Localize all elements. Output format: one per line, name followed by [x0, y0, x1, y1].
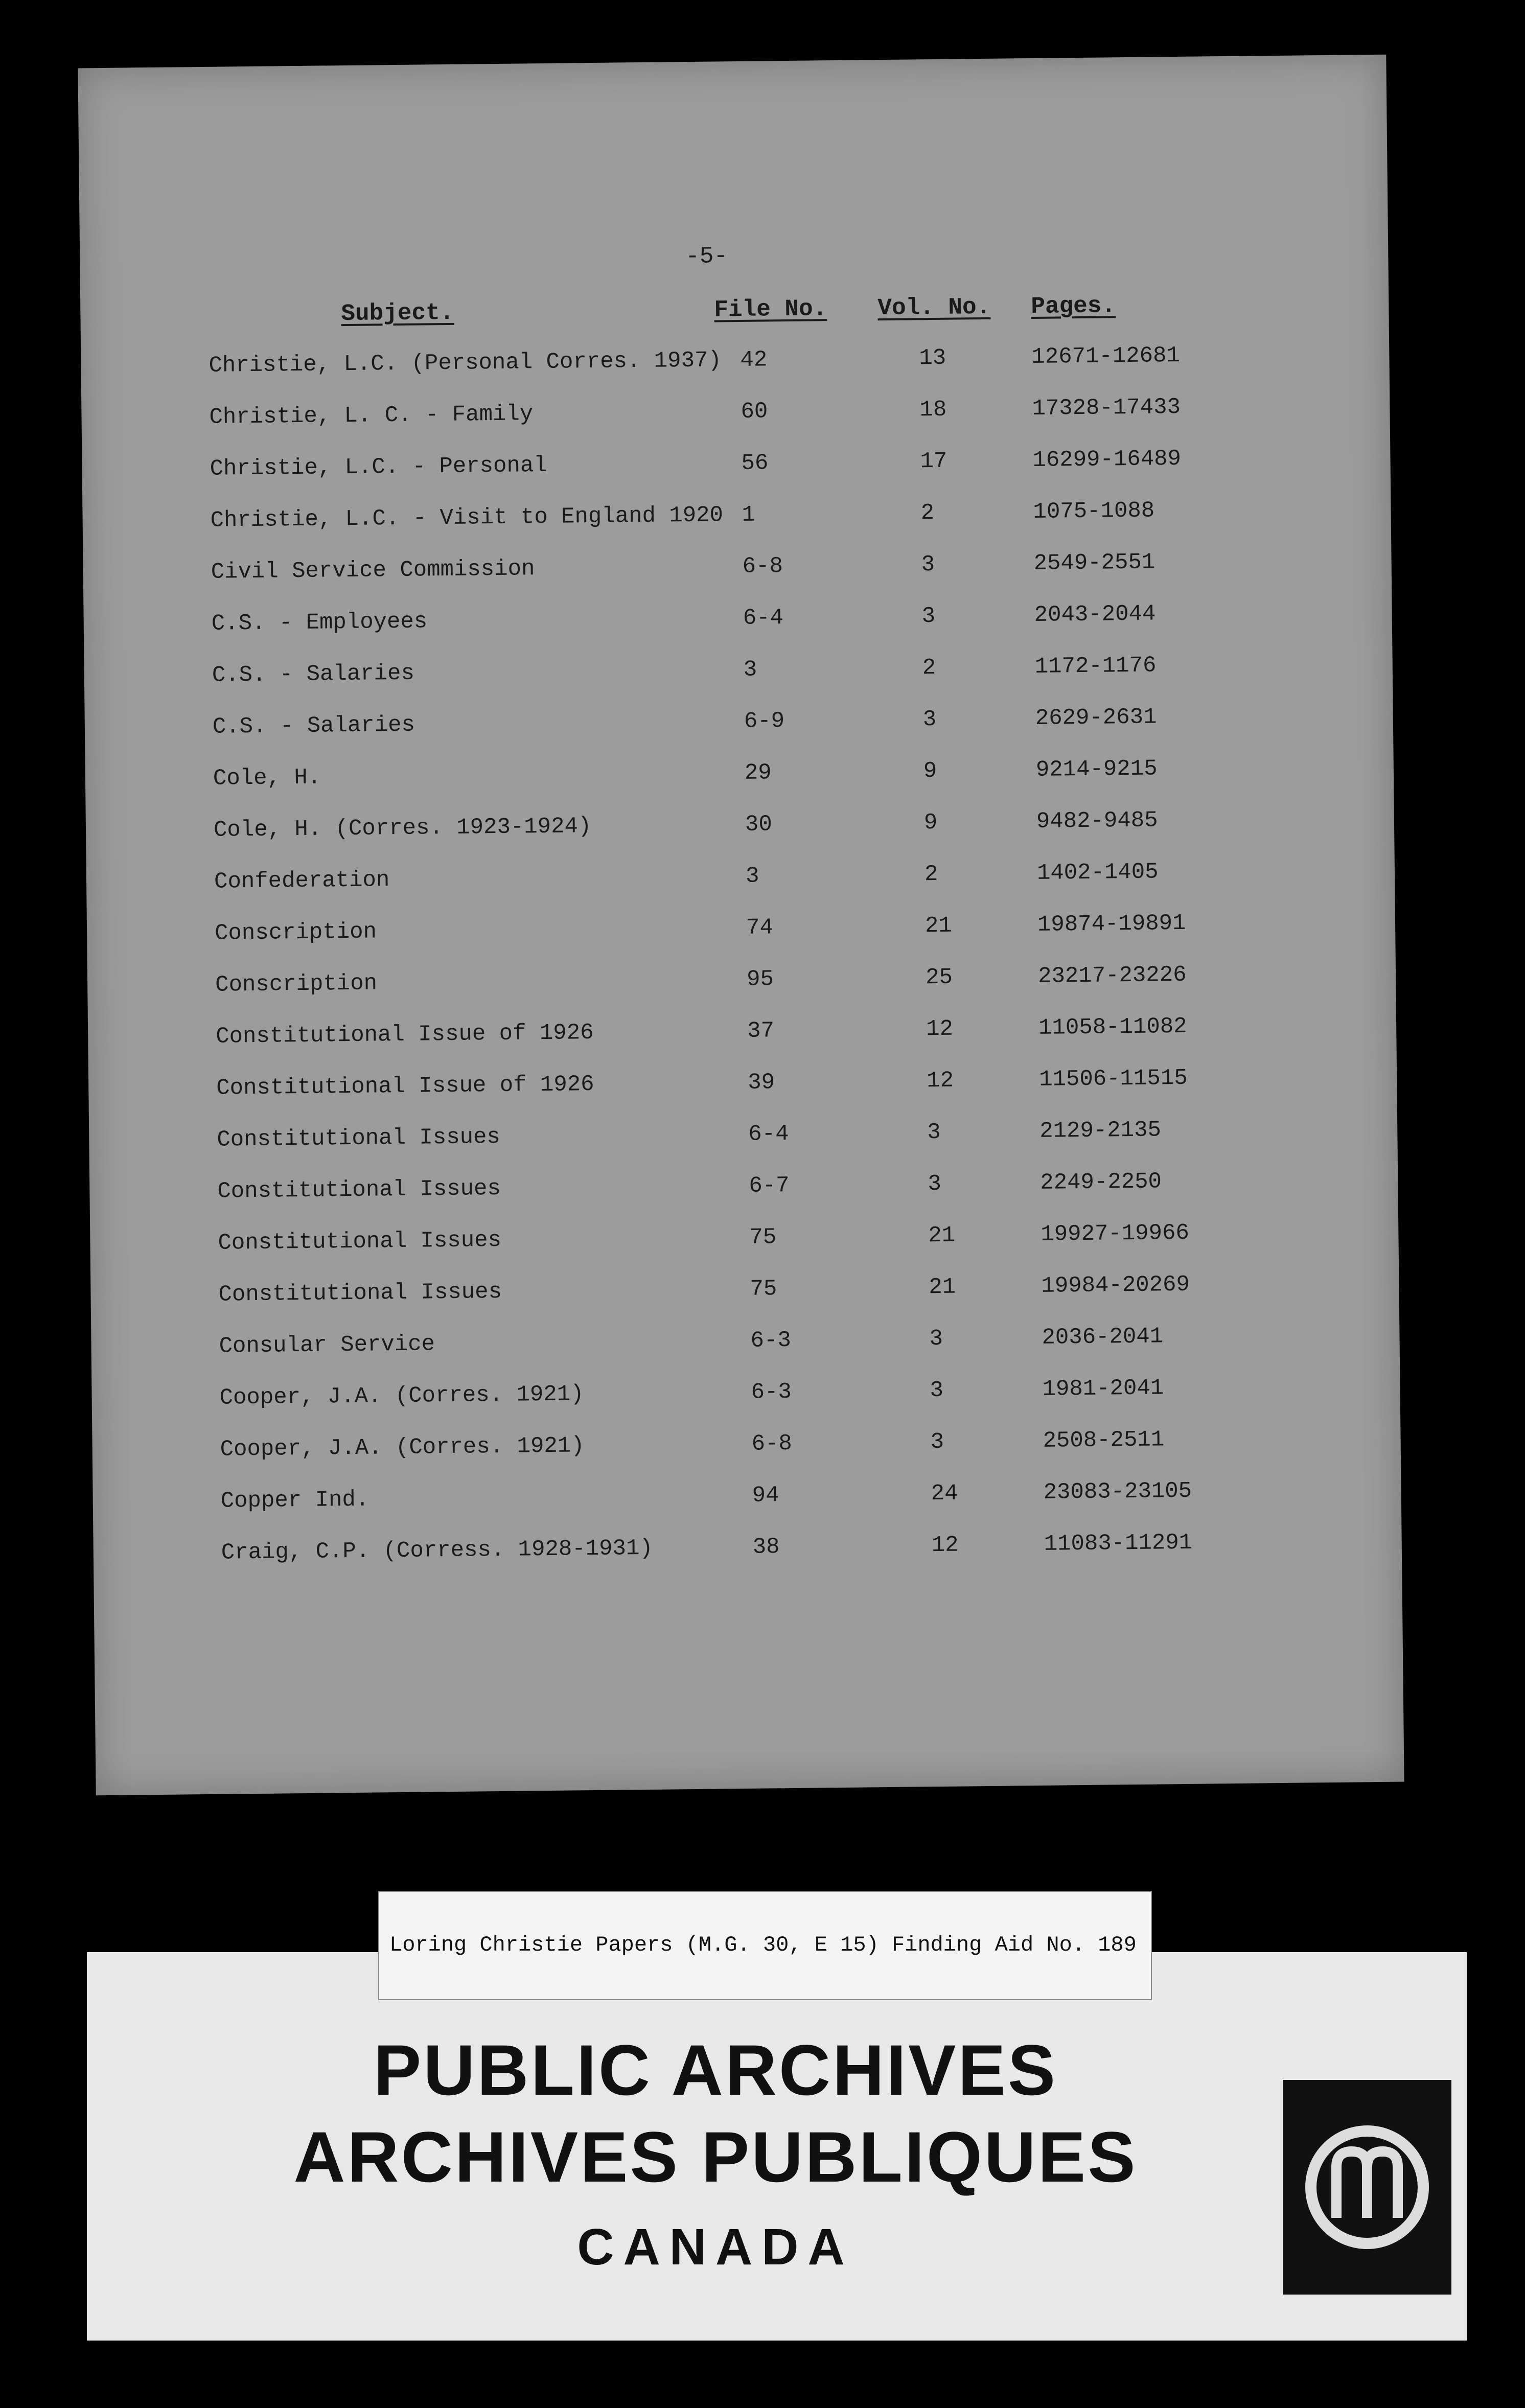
- pages-cell: 23217-23226: [1037, 962, 1187, 989]
- file-no-cell: 6-4: [748, 1121, 789, 1147]
- subject-cell: Copper Ind.: [220, 1487, 369, 1514]
- archives-monogram-icon: [1283, 2080, 1451, 2295]
- subject-cell: Constitutional Issues: [218, 1279, 502, 1308]
- vol-no-cell: 25: [925, 964, 953, 991]
- file-no-cell: 75: [750, 1276, 777, 1302]
- pages-cell: 2549-2551: [1033, 549, 1156, 576]
- index-table: [81, 341, 1402, 1593]
- file-no-cell: 6-4: [743, 605, 784, 631]
- vol-no-cell: 18: [919, 397, 947, 423]
- subject-cell: Consular Service: [219, 1331, 435, 1359]
- vol-no-cell: 2: [922, 655, 936, 681]
- subject-cell: Conscription: [215, 970, 378, 998]
- stamp-line-canada: CANADA: [577, 2218, 854, 2276]
- file-no-cell: 29: [744, 760, 772, 786]
- subject-cell: Craig, C.P. (Corress. 1928-1931): [221, 1535, 653, 1566]
- finding-aid-label: Loring Christie Papers (M.G. 30, E 15) Finding Aid No. 189: [389, 1933, 1137, 1957]
- file-no-cell: 6-3: [751, 1379, 792, 1405]
- pages-cell: 12671-12681: [1031, 342, 1181, 370]
- pages-cell: 2508-2511: [1043, 1427, 1165, 1454]
- subject-cell: Cole, H.: [213, 765, 321, 792]
- subject-cell: Christie, L.C. - Personal: [210, 452, 547, 482]
- pages-cell: 11506-11515: [1038, 1065, 1188, 1093]
- file-no-cell: 6-7: [749, 1173, 790, 1199]
- file-no-cell: 60: [741, 399, 768, 425]
- archives-stamp: [87, 1952, 1467, 2341]
- file-no-cell: 6-8: [742, 553, 783, 580]
- header-subject: Subject.: [341, 299, 454, 328]
- file-no-cell: 94: [752, 1483, 779, 1509]
- subject-cell: Christie, L.C. - Visit to England 1920: [210, 502, 724, 534]
- vol-no-cell: 3: [927, 1119, 941, 1146]
- vol-no-cell: 2: [920, 500, 935, 526]
- vol-no-cell: 3: [928, 1171, 941, 1197]
- pages-cell: 19874-19891: [1037, 910, 1186, 938]
- file-no-cell: 95: [746, 966, 774, 992]
- finding-aid-label-strip: [378, 1891, 1152, 2000]
- vol-no-cell: 2: [924, 861, 938, 888]
- vol-no-cell: 17: [920, 448, 948, 475]
- pages-cell: 9482-9485: [1036, 807, 1158, 835]
- pages-cell: 2629-2631: [1035, 704, 1157, 731]
- pages-cell: 11083-11291: [1044, 1530, 1193, 1557]
- subject-cell: Cooper, J.A. (Corres. 1921): [220, 1433, 585, 1463]
- pages-cell: 2249-2250: [1040, 1169, 1162, 1196]
- subject-cell: Cooper, J.A. (Corres. 1921): [219, 1381, 584, 1411]
- pages-cell: 17328-17433: [1032, 394, 1181, 422]
- file-no-cell: 3: [745, 863, 759, 889]
- file-no-cell: 6-9: [744, 708, 785, 734]
- file-no-cell: 38: [752, 1534, 780, 1560]
- subject-cell: Cole, H. (Corres. 1923-1924): [213, 814, 592, 843]
- file-no-cell: 75: [749, 1224, 777, 1251]
- pages-cell: 2129-2135: [1039, 1117, 1162, 1144]
- header-vol-no: Vol. No.: [877, 293, 991, 322]
- vol-no-cell: 21: [925, 913, 953, 939]
- subject-cell: C.S. - Salaries: [212, 660, 415, 688]
- file-no-cell: 3: [743, 657, 757, 683]
- subject-cell: Civil Service Commission: [211, 556, 535, 585]
- vol-no-cell: 9: [923, 809, 938, 836]
- file-no-cell: 37: [747, 1018, 775, 1044]
- file-no-cell: 30: [745, 812, 773, 838]
- vol-no-cell: 3: [921, 551, 935, 578]
- subject-cell: Confederation: [214, 867, 390, 895]
- file-no-cell: 39: [747, 1070, 775, 1096]
- vol-no-cell: 12: [926, 1068, 954, 1094]
- stamp-line-public-archives: PUBLIC ARCHIVES: [373, 2030, 1058, 2110]
- subject-cell: Constitutional Issue of 1926: [216, 1072, 594, 1101]
- pages-cell: 16299-16489: [1032, 446, 1182, 473]
- pages-cell: 1402-1405: [1036, 859, 1159, 886]
- header-file-no: File No.: [714, 295, 827, 323]
- pages-cell: 1075-1088: [1033, 498, 1155, 525]
- pages-cell: 11058-11082: [1038, 1013, 1187, 1041]
- vol-no-cell: 3: [929, 1326, 943, 1352]
- file-no-cell: 1: [742, 502, 756, 528]
- vol-no-cell: 13: [919, 345, 946, 372]
- subject-cell: Christie, L. C. - Family: [209, 401, 534, 430]
- pages-cell: 19927-19966: [1041, 1220, 1190, 1247]
- subject-cell: Constitutional Issues: [218, 1227, 502, 1256]
- pages-cell: 23083-23105: [1043, 1478, 1192, 1506]
- file-no-cell: 42: [740, 347, 768, 373]
- subject-cell: C.S. - Employees: [211, 609, 428, 637]
- vol-no-cell: 24: [931, 1480, 958, 1507]
- subject-cell: Constitutional Issues: [217, 1124, 501, 1153]
- subject-cell: Christie, L.C. (Personal Corres. 1937): [209, 348, 722, 379]
- pages-cell: 2036-2041: [1042, 1324, 1164, 1351]
- pages-cell: 19984-20269: [1041, 1271, 1190, 1299]
- file-no-cell: 56: [741, 450, 769, 476]
- subject-cell: Constitutional Issues: [217, 1175, 501, 1205]
- pages-cell: 2043-2044: [1034, 601, 1156, 628]
- vol-no-cell: 3: [921, 603, 936, 630]
- vol-no-cell: 3: [930, 1429, 944, 1455]
- subject-cell: Constitutional Issue of 1926: [215, 1020, 594, 1050]
- document-page: [78, 55, 1404, 1796]
- vol-no-cell: 21: [928, 1222, 956, 1249]
- file-no-cell: 74: [746, 915, 774, 941]
- vol-no-cell: 9: [923, 758, 937, 784]
- vol-no-cell: 21: [929, 1274, 956, 1301]
- vol-no-cell: 12: [926, 1016, 954, 1043]
- file-no-cell: 6-8: [751, 1431, 793, 1457]
- vol-no-cell: 3: [930, 1377, 944, 1404]
- stamp-line-archives-publiques: ARCHIVES PUBLIQUES: [293, 2117, 1138, 2197]
- vol-no-cell: 12: [931, 1532, 959, 1559]
- file-no-cell: 6-3: [750, 1328, 791, 1354]
- pages-cell: 1172-1176: [1034, 653, 1157, 680]
- subject-cell: C.S. - Salaries: [212, 712, 415, 740]
- page-number: -5-: [685, 243, 728, 270]
- vol-no-cell: 3: [922, 706, 937, 733]
- pages-cell: 9214-9215: [1035, 756, 1158, 783]
- subject-cell: Conscription: [214, 919, 377, 946]
- pages-cell: 1981-2041: [1042, 1375, 1164, 1402]
- header-pages: Pages.: [1031, 292, 1116, 320]
